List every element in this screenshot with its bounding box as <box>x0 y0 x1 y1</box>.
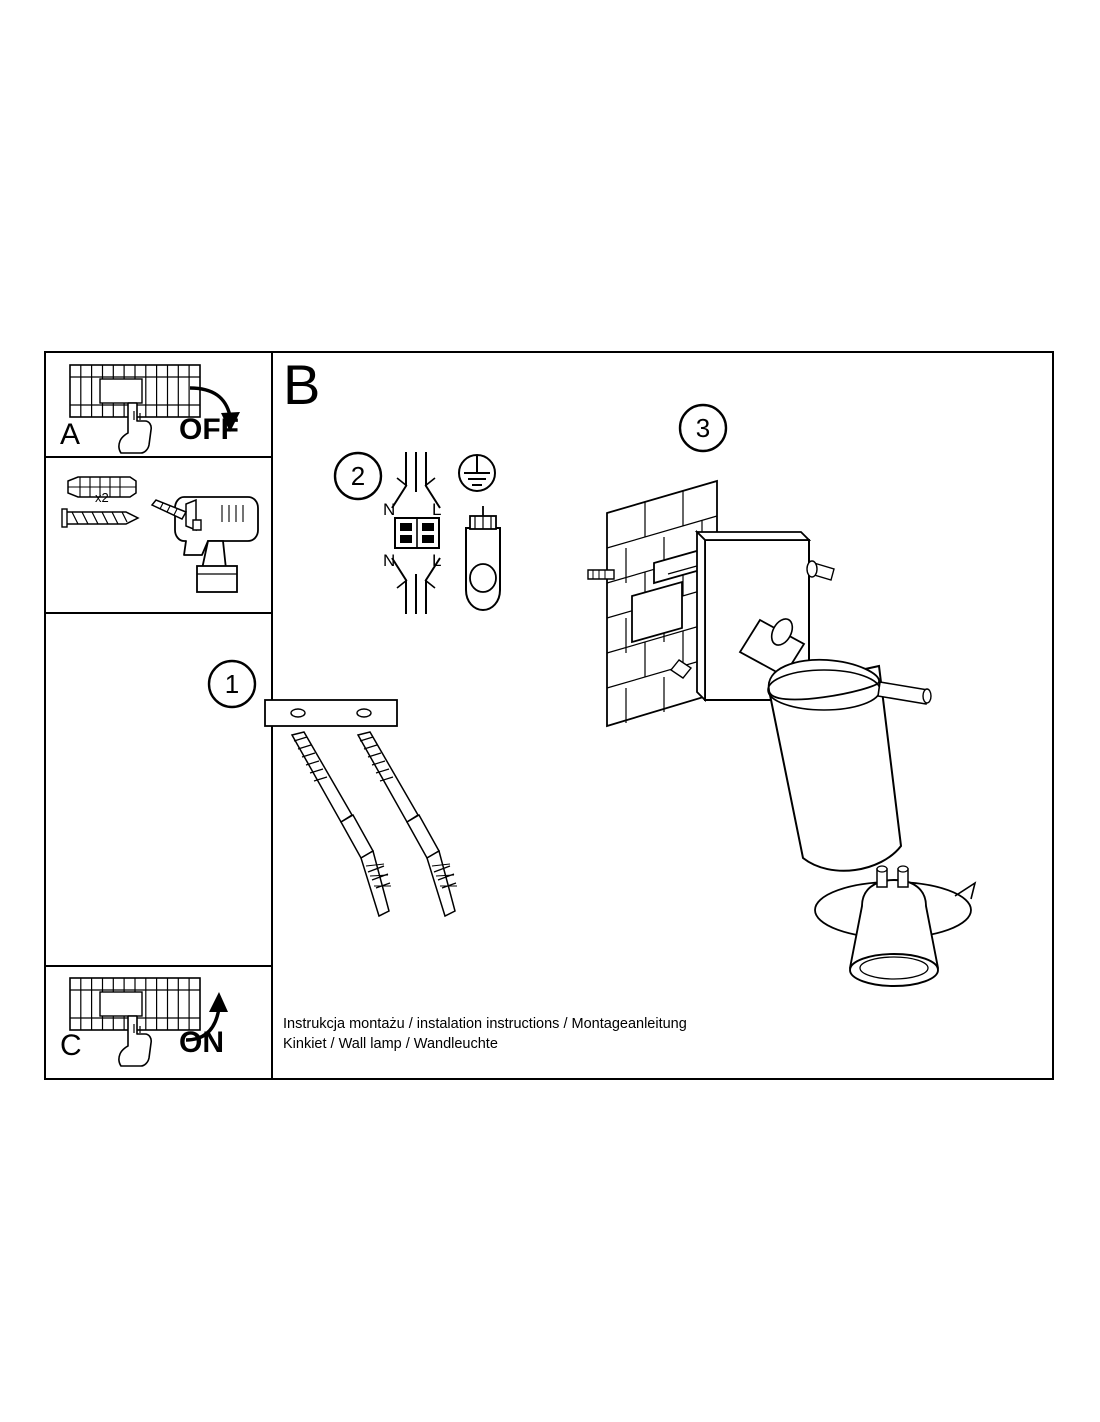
terminal-label-neutral-top: N <box>383 500 396 519</box>
caption-line-2: Kinkiet / Wall lamp / Wandleuchte <box>283 1036 498 1052</box>
screw-illustration <box>62 509 138 527</box>
terminal-label-neutral-bottom: N <box>383 551 396 570</box>
step-3-number: 3 <box>695 413 711 443</box>
section-label-b: B <box>283 353 321 416</box>
power-off-label: OFF <box>179 413 239 446</box>
step-1-number: 1 <box>224 669 240 699</box>
step-2-number: 2 <box>350 461 366 491</box>
anchor-quantity-label: x2 <box>95 490 109 505</box>
panel-label-a: A <box>60 418 81 451</box>
terminal-label-live-top: L <box>432 500 442 519</box>
terminal-label-live-bottom: L <box>432 551 442 570</box>
step1-mounting-illustration <box>265 700 457 916</box>
power-on-label: ON <box>179 1026 224 1059</box>
step2-wiring-illustration <box>392 452 500 614</box>
instruction-caption <box>283 1014 687 1054</box>
step3-lamp-assembly-illustration <box>588 481 975 986</box>
panel-label-c: C <box>60 1029 82 1062</box>
drill-illustration <box>152 497 258 592</box>
caption-line-1: Instrukcja montażu / instalation instructions / Montageanleitung <box>283 1016 687 1032</box>
